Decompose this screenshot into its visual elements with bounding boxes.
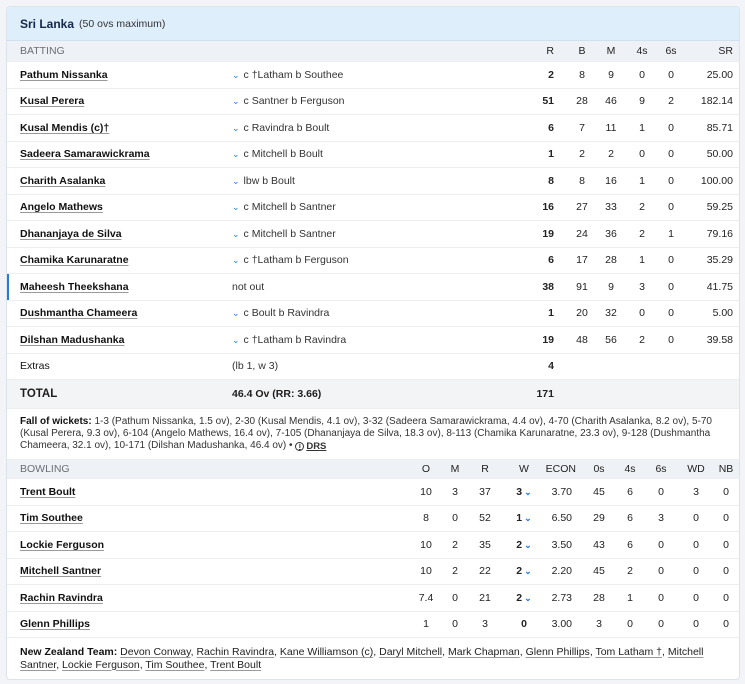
batter-balls: 17 [576,254,588,267]
squad-player[interactable]: Rachin Ravindra [196,646,275,658]
bowler-wides: 3 [693,485,699,498]
bowler-row [7,479,739,506]
batter-row [7,142,739,169]
bowler-wickets[interactable] [509,486,539,498]
bowler-name[interactable]: Lockie Ferguson [20,538,105,551]
bowler-sixes: 0 [658,618,664,631]
col-bowl-fours: 4s [624,463,636,475]
squad-players: Devon Conway, Rachin Ravindra, Kane Williamson (c), Daryl Mitchell, Mark Chapman, Glenn Phillips, Tom Latham †, Mitchell Santner, Lockie Ferguson, Tim Southee, Trent Boult [20,646,704,671]
bowler-wides: 0 [693,512,699,525]
bowler-economy: 3.00 [551,618,572,631]
batter-minutes: 2 [608,148,614,161]
batting-label: BATTING [20,45,65,57]
bowler-overs: 7.4 [418,591,434,604]
batter-minutes: 28 [605,254,617,267]
batter-balls: 24 [576,227,588,240]
dismissal[interactable] [232,69,343,81]
batter-runs: 2 [548,68,554,81]
chevron-down-icon: ⌄ [524,592,532,603]
squad-player[interactable]: Tom Latham † [595,646,663,658]
bowler-maidens: 0 [452,512,458,525]
col-overs: O [421,463,431,475]
chevron-down-icon: ⌄ [524,539,532,550]
batting-table [7,62,739,354]
bowler-wides: 0 [693,618,699,631]
bowler-fours: 6 [627,538,633,551]
squad-label: New Zealand Team: [20,646,118,658]
bowler-no-balls: 0 [723,485,729,498]
bowler-wickets-value: 0 [521,618,527,631]
bowler-maidens: 0 [452,618,458,631]
bowler-row [7,612,739,639]
col-fours: 4s [636,45,648,57]
bowler-name[interactable]: Mitchell Santner [20,565,102,578]
total-overs: 46.4 Ov (RR: 3.66) [232,388,322,400]
chevron-down-icon: ⌄ [232,69,240,80]
squad-player[interactable]: Devon Conway [120,646,191,658]
batter-name[interactable]: Chamika Karunaratne [20,254,129,267]
chevron-down-icon: ⌄ [232,122,240,133]
col-maidens: M [450,463,460,475]
dismissal[interactable] [232,334,346,346]
bowler-wides: 0 [693,591,699,604]
batter-strike-rate: 182.14 [700,95,733,108]
bowler-no-balls: 0 [723,591,729,604]
batter-row [7,221,739,248]
chevron-down-icon: ⌄ [232,334,240,345]
batter-runs: 16 [542,201,554,214]
bowler-runs: 35 [479,538,491,551]
bowler-wickets-value: 1 [516,512,523,525]
fow-label: Fall of wickets: [20,416,92,427]
dismissal [232,281,264,293]
batter-balls: 2 [579,148,585,161]
bowler-no-balls: 0 [723,565,729,578]
batter-sixes: 0 [668,333,674,346]
chevron-down-icon: ⌄ [232,96,240,107]
batter-strike-rate: 100.00 [700,174,733,187]
chevron-down-icon: ⌄ [524,513,532,524]
batter-fours: 0 [639,307,645,320]
bowler-sixes: 0 [658,591,664,604]
bowler-wickets[interactable] [509,592,539,604]
chevron-down-icon: ⌄ [232,202,240,213]
batter-sixes: 0 [668,201,674,214]
batter-row [7,274,739,301]
bowler-name[interactable]: Rachin Ravindra [20,591,103,604]
bowler-fours: 6 [627,512,633,525]
bowler-wides: 0 [693,565,699,578]
bowler-no-balls: 0 [723,618,729,631]
bowler-overs: 10 [420,485,432,498]
batter-sixes: 1 [668,227,674,240]
bowler-sixes: 0 [658,538,664,551]
info-icon: i [295,442,304,451]
col-strike-rate: SR [718,45,733,57]
bowler-dots: 43 [593,538,605,551]
batter-fours: 1 [639,174,645,187]
dismissal-text: lbw b Boult [243,174,295,187]
col-runs: R [546,45,554,57]
dismissal-text: c Ravindra b Boult [243,121,330,134]
dismissal-text: c Boult b Ravindra [243,307,330,320]
squad-player[interactable]: Daryl Mitchell [379,646,443,658]
bowler-dots: 28 [593,591,605,604]
dismissal-text: c Mitchell b Boult [243,148,323,161]
batter-name[interactable]: Dushmantha Chameera [20,307,138,320]
batter-name[interactable]: Charith Asalanka [20,174,106,187]
chevron-down-icon: ⌄ [232,228,240,239]
batter-minutes: 11 [605,121,617,134]
col-wickets: W [519,463,529,475]
batter-sixes: 0 [668,148,674,161]
bowler-maidens: 0 [452,591,458,604]
dismissal-text: c †Latham b Ferguson [243,254,349,267]
bowler-runs: 21 [479,591,491,604]
batter-sixes: 2 [668,95,674,108]
batter-fours: 3 [639,280,645,293]
batter-strike-rate: 50.00 [706,148,733,161]
bowler-runs: 37 [479,485,491,498]
bowler-row [7,506,739,533]
batter-runs: 19 [542,333,554,346]
dismissal-text: c Mitchell b Santner [243,201,336,214]
scorecard-card [6,6,740,680]
batter-runs: 6 [548,121,554,134]
total-value: 171 [536,388,554,400]
col-sixes: 6s [665,45,677,57]
batter-row [7,327,739,354]
bowler-dots: 3 [596,618,602,631]
bowler-fours: 1 [627,591,633,604]
dismissal[interactable] [232,254,349,266]
batter-row [7,89,739,116]
batter-row [7,195,739,222]
batter-fours: 2 [639,227,645,240]
drs-label: DRS [306,440,327,452]
fow-text: 1-3 (Pathum Nissanka, 1.5 ov), 2-30 (Kusal Mendis, 4.1 ov), 3-32 (Sadeera Samarawickrama, 4.4 ov), 4-70 (Charith Asalanka, 8.2 ov), 5-70 (Kusal Perera, 9.3 ov), 6-104 (Angelo Mathews, 16.4 ov), 7-105 (Dhananjaya de Silva, 18.3 ov), 8-113 (Chamika Karunaratne, 23.3 ov), 9-128 (Dushmantha Chameera, 32.1 ov), 10-171 (Dilshan Madushanka, 46.4 ov) • [20,416,712,451]
chevron-down-icon: ⌄ [232,308,240,319]
batter-runs: 38 [542,280,554,293]
bowler-sixes: 0 [658,485,664,498]
dismissal-text: c †Latham b Ravindra [243,333,347,346]
col-dots: 0s [593,463,605,475]
overs-max: (50 ovs maximum) [79,17,166,30]
batter-name[interactable]: Sadeera Samarawickrama [20,148,150,161]
batter-strike-rate: 5.00 [712,307,733,320]
batter-balls: 8 [579,68,585,81]
col-balls: B [578,45,586,57]
dismissal[interactable] [232,148,323,160]
bowler-dots: 45 [593,565,605,578]
dismissal[interactable] [232,307,329,319]
bowler-name[interactable]: Tim Southee [20,512,83,525]
col-wides: WD [687,463,705,475]
team-squad [7,638,739,679]
batter-minutes: 9 [608,68,614,81]
batter-minutes: 9 [608,280,614,293]
batter-strike-rate: 85.71 [706,121,733,134]
extras-detail: (lb 1, w 3) [232,360,279,373]
batter-strike-rate: 59.25 [706,201,733,214]
bowler-row [7,559,739,586]
batter-sixes: 0 [668,68,674,81]
batter-minutes: 36 [605,227,617,240]
bowler-overs: 1 [423,618,429,631]
batter-minutes: 56 [605,333,617,346]
batter-name[interactable]: Dilshan Madushanka [20,333,125,346]
batter-balls: 48 [576,333,588,346]
bowler-fours: 6 [627,485,633,498]
batter-name[interactable]: Angelo Mathews [20,201,103,214]
not-out-indicator [7,274,9,300]
dismissal[interactable] [232,122,329,134]
batter-runs: 51 [542,95,554,108]
batter-sixes: 0 [668,307,674,320]
total-label: TOTAL [20,388,58,400]
chevron-down-icon: ⌄ [232,175,240,186]
bowler-runs: 3 [482,618,488,631]
innings-header[interactable] [7,7,739,41]
extras-value: 4 [548,360,554,373]
dismissal-text: not out [232,280,265,293]
batter-minutes: 33 [605,201,617,214]
chevron-down-icon: ⌄ [524,486,532,497]
batter-sixes: 0 [668,121,674,134]
bowler-no-balls: 0 [723,512,729,525]
bowler-name[interactable]: Glenn Phillips [20,618,91,631]
dismissal-text: c †Latham b Southee [243,68,344,81]
bowling-header-row [7,460,739,479]
bowling-label: BOWLING [20,463,70,475]
team-name: Sri Lanka [20,16,75,31]
batter-balls: 7 [579,121,585,134]
col-minutes: M [606,45,616,57]
batter-fours: 1 [639,254,645,267]
batter-row [7,62,739,89]
bowler-maidens: 3 [452,485,458,498]
bowler-economy: 2.20 [551,565,572,578]
batter-fours: 0 [639,68,645,81]
batter-runs: 19 [542,227,554,240]
dismissal-text: c Mitchell b Santner [243,227,336,240]
bowler-name[interactable]: Trent Boult [20,485,76,498]
batter-row [7,248,739,275]
batter-minutes: 32 [605,307,617,320]
batter-name[interactable]: Kusal Mendis (c)† [20,121,110,134]
total-row [7,380,739,409]
bowler-overs: 10 [420,538,432,551]
chevron-down-icon: ⌄ [232,255,240,266]
batter-runs: 6 [548,254,554,267]
batter-balls: 20 [576,307,588,320]
batter-runs: 1 [548,148,554,161]
chevron-down-icon: ⌄ [232,149,240,160]
batter-balls: 28 [576,95,588,108]
col-economy: ECON [545,463,576,475]
bowler-wickets [509,618,539,630]
dismissal[interactable] [232,228,336,240]
batter-name[interactable]: Pathum Nissanka [20,68,108,81]
col-runs-conceded: R [481,463,489,475]
bowler-wides: 0 [693,538,699,551]
batter-strike-rate: 41.75 [706,280,733,293]
batter-minutes: 16 [605,174,617,187]
squad-player[interactable]: Glenn Phillips [525,646,590,658]
bowling-table [7,479,739,638]
bowler-wickets-value: 2 [516,538,523,551]
bowler-sixes: 3 [658,512,664,525]
batter-sixes: 0 [668,174,674,187]
batter-name[interactable]: Maheesh Theekshana [20,280,129,293]
bowler-wickets[interactable] [509,565,539,577]
batter-fours: 2 [639,333,645,346]
bowler-economy: 3.50 [551,538,572,551]
batter-fours: 1 [639,121,645,134]
batting-header-row [7,41,739,62]
col-no-balls: NB [718,463,734,475]
bowler-row [7,585,739,612]
bowler-wickets-value: 2 [516,565,523,578]
fall-of-wickets [7,409,739,460]
batter-name[interactable]: Dhananjaya de Silva [20,227,122,240]
squad-player[interactable]: Lockie Ferguson [62,658,140,671]
chevron-down-icon: ⌄ [524,566,532,577]
bowler-row [7,532,739,559]
batter-strike-rate: 25.00 [706,68,733,81]
bowler-maidens: 2 [452,565,458,578]
dismissal-text: c Santner b Ferguson [243,95,345,108]
batter-strike-rate: 39.58 [706,333,733,346]
bowler-runs: 52 [479,512,491,525]
batter-sixes: 0 [668,280,674,293]
batter-strike-rate: 79.16 [706,227,733,240]
batter-sixes: 0 [668,254,674,267]
col-bowl-sixes: 6s [655,463,667,475]
batter-row [7,115,739,142]
bowler-economy: 2.73 [551,591,572,604]
batter-row [7,301,739,328]
dismissal[interactable] [232,95,345,107]
batter-row [7,168,739,195]
squad-player[interactable]: Mark Chapman [447,646,520,658]
batter-fours: 2 [639,201,645,214]
bowler-wickets[interactable] [509,512,539,524]
drs-link[interactable] [295,441,326,453]
squad-player[interactable]: Trent Boult [210,658,262,671]
bowler-fours: 0 [627,618,633,631]
batter-fours: 0 [639,148,645,161]
batter-balls: 91 [576,280,588,293]
bowler-fours: 2 [627,565,633,578]
squad-player[interactable]: Mitchell Santner [20,646,704,671]
bowler-wickets[interactable] [509,539,539,551]
batter-balls: 8 [579,174,585,187]
extras-row [7,354,739,381]
bowler-economy: 3.70 [551,485,572,498]
bowler-overs: 8 [423,512,429,525]
batter-name[interactable]: Kusal Perera [20,95,85,108]
bowler-wickets-value: 2 [516,591,523,604]
bowler-runs: 22 [479,565,491,578]
bowler-dots: 29 [593,512,605,525]
bowler-overs: 10 [420,565,432,578]
dismissal[interactable] [232,175,295,187]
batter-strike-rate: 35.29 [706,254,733,267]
batter-balls: 27 [576,201,588,214]
squad-player[interactable]: Tim Southee [145,658,205,671]
bowler-sixes: 0 [658,565,664,578]
bowler-economy: 6.50 [551,512,572,525]
squad-player[interactable]: Kane Williamson (c) [279,646,374,658]
dismissal[interactable] [232,201,336,213]
bowler-wickets-value: 3 [516,485,523,498]
batter-runs: 1 [548,307,554,320]
extras-label: Extras [20,360,50,373]
batter-runs: 8 [548,174,554,187]
bowler-no-balls: 0 [723,538,729,551]
batter-minutes: 46 [605,95,617,108]
batter-fours: 9 [639,95,645,108]
bowler-dots: 45 [593,485,605,498]
bowler-maidens: 2 [452,538,458,551]
